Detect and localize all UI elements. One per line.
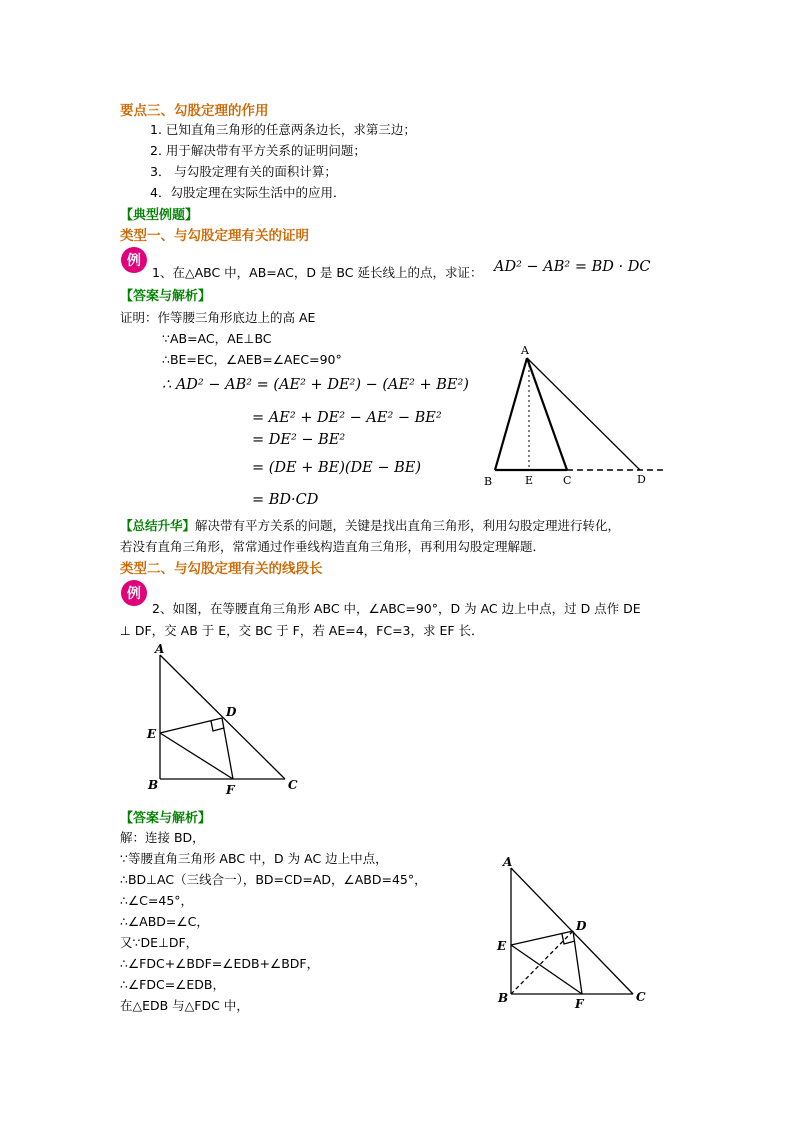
solution-line: ∴∠FDC+∠BDF=∠EDB+∠BDF， [120,956,320,971]
figure-triangle-2 [140,640,310,800]
solution-line: ∴∠ABD=∠C， [120,914,209,929]
figure-triangle-1 [478,340,678,490]
problem-formula: AD² − AB² = BD · DC [494,259,651,275]
problem-text: 1、在△ABC 中，AB=AC，D 是 BC 延长线上的点，求证： [152,265,483,280]
summary-text: 解决带有平方关系的问题，关键是找出直角三角形，利用勾股定理进行转化， [195,518,621,533]
equation-line: = DE² − BE² [252,432,346,448]
label-B: B [498,991,509,1005]
answer-header: 【答案与解析】 [120,811,212,826]
solution-line: 又∵DE⊥DF， [120,935,199,950]
example-badge-icon [120,245,150,275]
solution-line: ∵等腰直角三角形 ABC 中，D 为 AC 边上中点， [120,851,388,866]
badge-text: 例 [127,253,141,269]
badge-text: 例 [127,586,141,602]
proof-line: ∴BE=EC，∠AEB=∠AEC=90° [162,352,342,367]
solution-line: ∴BD⊥AC（三线合一），BD=CD=AD，∠ABD=45°， [120,872,427,887]
label-A: A [503,855,513,869]
section-title: 要点三、勾股定理的作用 [120,103,269,119]
label-F: F [575,997,584,1011]
type2-title: 类型二、与勾股定理有关的线段长 [120,561,323,577]
type1-title: 类型一、与勾股定理有关的证明 [120,228,309,244]
label-E: E [525,474,534,487]
equation-line: ∴ AD² − AB² = (AE² + DE²) − (AE² + BE²) [162,377,469,393]
label-D: D [637,473,646,486]
example-badge-icon [120,578,150,608]
solution-line: ∴∠FDC=∠EDB， [120,977,225,992]
list-item: 4．勾股定理在实际生活中的应用． [150,185,346,200]
proof-line: ∵AB=AC，AE⊥BC [162,331,272,346]
proof-line: 证明：作等腰三角形底边上的高 AE [120,310,316,325]
equation-line: = AE² + DE² − AE² − BE² [252,410,442,426]
list-item: 1. 已知直角三角形的任意两条边长，求第三边； [150,122,416,137]
label-A: A [155,642,165,656]
solution-line: ∴∠C=45°， [120,893,194,908]
label-C: C [563,474,572,487]
label-D: D [576,919,587,933]
equation-line: = BD·CD [252,492,319,508]
label-F: F [226,783,235,797]
label-B: B [484,475,493,488]
label-B: B [148,778,159,792]
problem-line: ⊥ DF，交 AB 于 E，交 BC 于 F，若 AE=4，FC=3，求 EF 长． [120,623,484,638]
summary-line [120,516,620,534]
label-A: A [521,344,529,357]
equation-line: = (DE + BE)(DE − BE) [252,460,422,476]
problem-line: 2、如图，在等腰直角三角形 ABC 中，∠ABC=90°，D 为 AC 边上中点，过 D 点作 DE [152,601,641,616]
label-C: C [288,778,298,792]
solution-line: 在△EDB 与△FDC 中， [120,998,249,1013]
label-D: D [226,705,237,719]
summary-line-2: 若没有直角三角形，常常通过作垂线构造直角三角形，再利用勾股定理解题． [120,539,546,554]
list-item: 2. 用于解决带有平方关系的证明问题； [150,143,366,158]
figure-triangle-3 [490,850,660,1015]
label-E: E [147,727,157,741]
examples-header: 【典型例题】 [120,208,199,223]
solution-line: 解：连接 BD， [120,830,205,845]
label-C: C [636,990,646,1004]
summary-label: 【总结升华】 [120,518,196,533]
answer-header: 【答案与解析】 [120,289,212,304]
list-item: 3． 与勾股定理有关的面积计算； [150,164,337,179]
label-E: E [497,939,507,953]
